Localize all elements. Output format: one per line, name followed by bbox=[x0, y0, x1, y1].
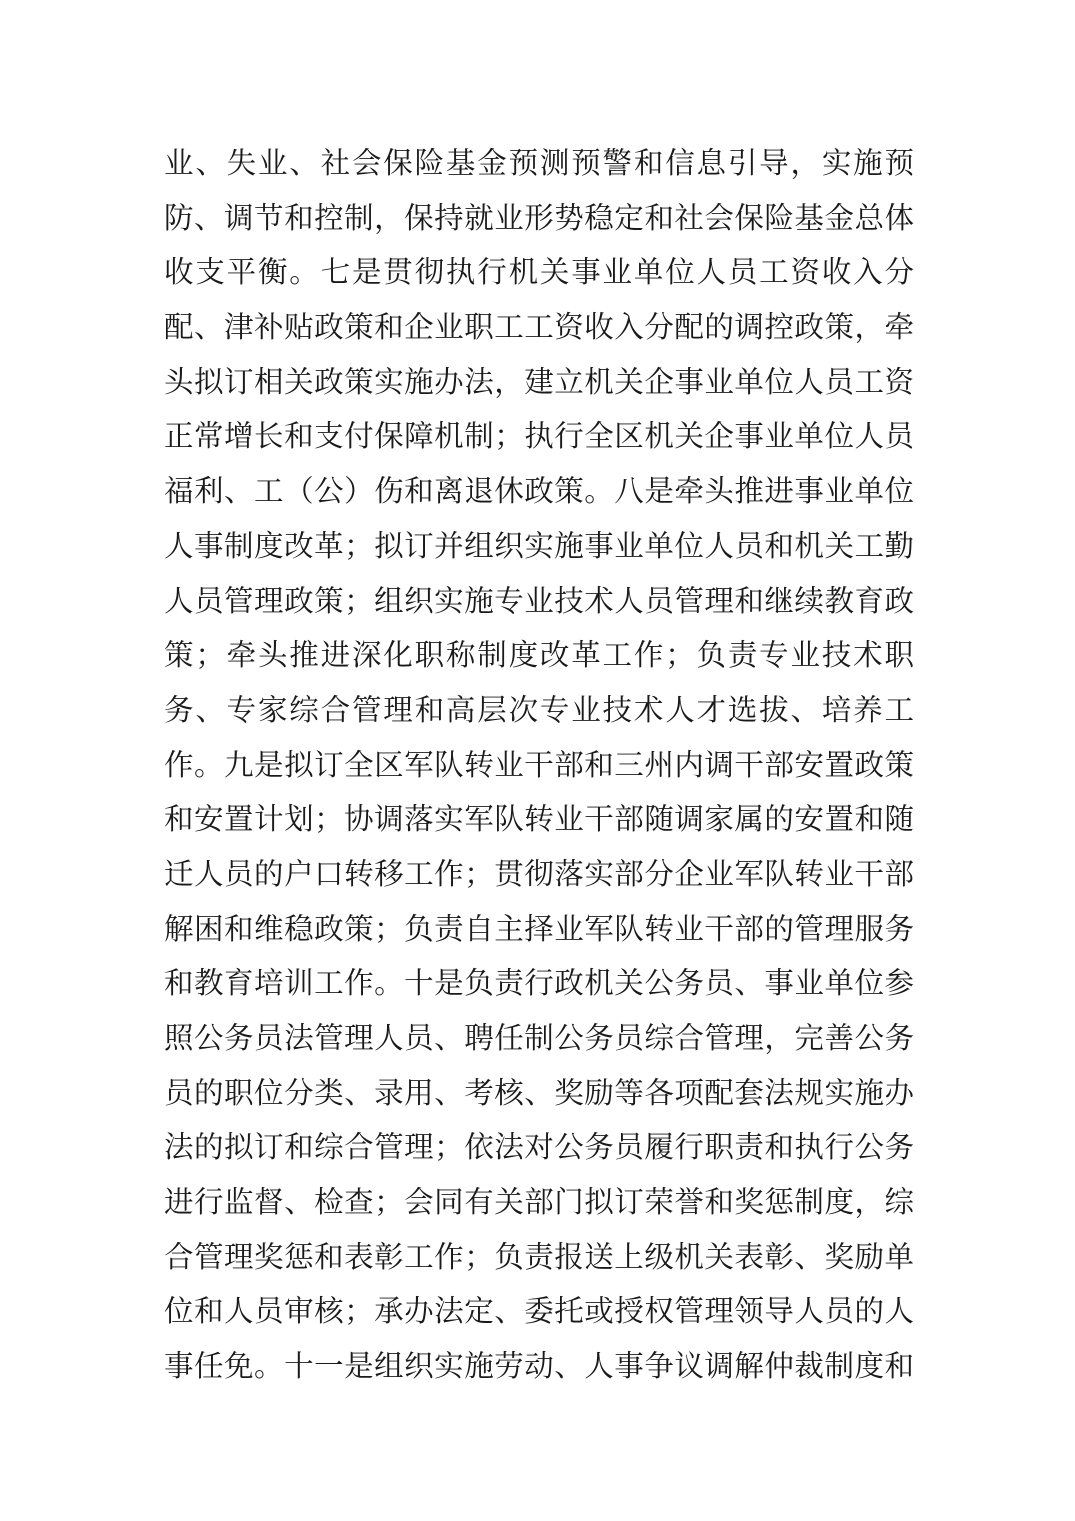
text-line: 策；牵头推进深化职称制度改革工作；负责专业技术职 bbox=[164, 638, 914, 673]
text-line: 务、专家综合管理和高层次专业技术人才选拔、培养工 bbox=[164, 692, 914, 727]
text-line: 事任免。十一是组织实施劳动、人事争议调解仲裁制度和 bbox=[164, 1349, 914, 1384]
text-line: 人员管理政策；组织实施专业技术人员管理和继续教育政 bbox=[164, 583, 914, 618]
body-text bbox=[164, 136, 914, 1394]
text-line: 和安置计划；协调落实军队转业干部随调家属的安置和随 bbox=[164, 802, 914, 837]
text-line: 配、津补贴政策和企业职工工资收入分配的调控政策，牵 bbox=[164, 310, 914, 345]
text-line: 迁人员的户口转移工作；贯彻落实部分企业军队转业干部 bbox=[164, 856, 914, 891]
text-line: 作。九是拟订全区军队转业干部和三州内调干部安置政策 bbox=[164, 747, 914, 782]
text-line: 福利、工（公）伤和离退休政策。八是牵头推进事业单位 bbox=[164, 474, 914, 509]
text-line: 法的拟订和综合管理；依法对公务员履行职责和执行公务 bbox=[164, 1130, 914, 1165]
text-line: 人事制度改革；拟订并组织实施事业单位人员和机关工勤 bbox=[164, 528, 914, 563]
text-line: 正常增长和支付保障机制；执行全区机关企事业单位人员 bbox=[164, 419, 914, 454]
text-line: 头拟订相关政策实施办法，建立机关企事业单位人员工资 bbox=[164, 364, 914, 399]
text-line: 收支平衡。七是贯彻执行机关事业单位人员工资收入分 bbox=[164, 255, 914, 290]
text-line: 合管理奖惩和表彰工作；负责报送上级机关表彰、奖励单 bbox=[164, 1239, 914, 1274]
text-line: 业、失业、社会保险基金预测预警和信息引导，实施预 bbox=[164, 146, 914, 180]
text-line: 解困和维稳政策；负责自主择业军队转业干部的管理服务 bbox=[164, 911, 914, 946]
text-line: 位和人员审核；承办法定、委托或授权管理领导人员的人 bbox=[164, 1294, 914, 1329]
text-line: 员的职位分类、录用、考核、奖励等各项配套法规实施办 bbox=[164, 1075, 914, 1110]
text-line: 照公务员法管理人员、聘任制公务员综合管理，完善公务 bbox=[164, 1021, 914, 1055]
text-line: 防、调节和控制，保持就业形势稳定和社会保险基金总体 bbox=[164, 200, 914, 235]
text-line: 进行监督、检查；会同有关部门拟订荣誉和奖惩制度，综 bbox=[164, 1185, 914, 1220]
text-line: 和教育培训工作。十是负责行政机关公务员、事业单位参 bbox=[164, 966, 914, 1001]
